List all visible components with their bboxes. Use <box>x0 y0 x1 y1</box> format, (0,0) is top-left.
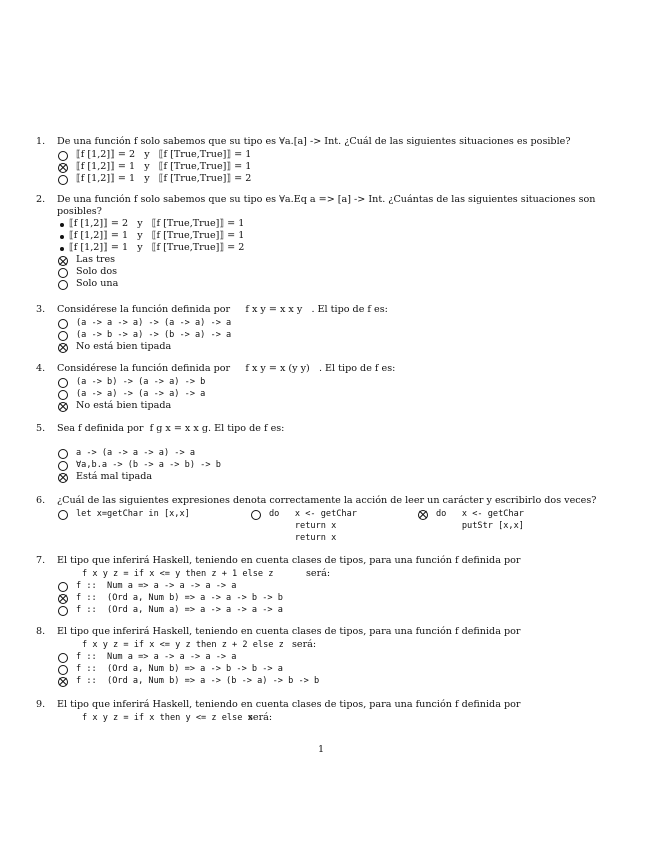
bullet-statement: ⟦f [1,2]⟧ = 1 y ⟦f [True,True]⟧ = 2 <box>69 242 245 253</box>
answer-option-text: ⟦f [1,2]⟧ = 1 y ⟦f [True,True]⟧ = 1 <box>76 160 252 172</box>
answer-option-text: Solo dos <box>76 266 118 277</box>
code-definition: f x y z = if x then y <= z else x <box>82 712 253 723</box>
question-number: 2. <box>36 194 46 205</box>
answer-option-text: No está bien tipada <box>76 340 172 352</box>
question-number: 6. <box>36 495 46 506</box>
question-number: 8. <box>36 626 46 637</box>
question-number: 9. <box>36 699 46 710</box>
answer-option-text: f :: (Ord a, Num b) => a -> b -> b -> a <box>76 663 283 674</box>
answer-option-text: a -> (a -> a -> a) -> a <box>76 447 195 458</box>
answer-radio-marked[interactable] <box>58 402 68 412</box>
question-text: El tipo que inferirá Haskell, teniendo en cuenta clases de tipos, para una función f definida por <box>57 699 521 710</box>
bullet-statement: ⟦f [1,2]⟧ = 1 y ⟦f [True,True]⟧ = 1 <box>69 230 245 241</box>
code-suffix: será: <box>306 567 331 579</box>
bullet-dot <box>60 247 64 251</box>
answer-radio[interactable] <box>58 390 68 400</box>
answer-radio[interactable] <box>58 151 68 161</box>
answer-option-text: (a -> a -> a) -> (a -> a) -> a <box>76 317 232 328</box>
page-number: 1 <box>318 744 325 755</box>
answer-code-line: putStr [x,x] <box>436 520 524 531</box>
answer-radio[interactable] <box>58 510 68 520</box>
answer-option-text: ∀a,b.a -> (b -> a -> b) -> b <box>76 459 221 470</box>
answer-radio[interactable] <box>58 665 68 675</box>
answer-code-line: return x <box>269 532 337 543</box>
answer-option-text: (a -> b) -> (a -> a) -> b <box>76 376 206 387</box>
question-text: ¿Cuál de las siguientes expresiones denota correctamente la acción de leer un carácter y escribirlo dos veces? <box>57 495 597 506</box>
bullet-dot <box>60 235 64 239</box>
code-definition: f x y z = if x <= y then z + 1 else z <box>82 568 274 579</box>
answer-option-text: (a -> a) -> (a -> a) -> a <box>76 388 206 399</box>
answer-radio-marked[interactable] <box>58 677 68 687</box>
answer-option-text: ⟦f [1,2]⟧ = 1 y ⟦f [True,True]⟧ = 2 <box>76 172 252 184</box>
answer-radio[interactable] <box>251 510 261 520</box>
question-text: posibles? <box>57 205 102 217</box>
answer-radio[interactable] <box>58 606 68 616</box>
answer-radio[interactable] <box>58 582 68 592</box>
answer-radio[interactable] <box>58 378 68 388</box>
answer-code-line: let x=getChar in [x,x] <box>76 508 190 519</box>
question-number: 1. <box>36 136 46 147</box>
answer-radio-marked[interactable] <box>58 256 68 266</box>
answer-radio[interactable] <box>58 331 68 341</box>
answer-option-text: f :: (Ord a, Num b) => a -> a -> b -> b <box>76 592 283 603</box>
question-text: Considérese la función definida por f x y = x (y y) . El tipo de f es: <box>57 363 396 374</box>
answer-option-text: (a -> b -> a) -> (b -> a) -> a <box>76 329 232 340</box>
answer-option-text: Las tres <box>76 254 116 265</box>
answer-option-text: Está mal tipada <box>76 470 153 482</box>
code-suffix: será: <box>292 638 317 650</box>
answer-option-text: f :: Num a => a -> a -> a -> a <box>76 651 237 662</box>
answer-radio[interactable] <box>58 268 68 278</box>
question-number: 3. <box>36 304 46 315</box>
bullet-dot <box>60 223 64 227</box>
answer-radio-marked[interactable] <box>418 510 428 520</box>
answer-code-line: do x <- getChar <box>269 508 357 519</box>
answer-radio[interactable] <box>58 175 68 185</box>
answer-radio-marked[interactable] <box>58 594 68 604</box>
answer-radio[interactable] <box>58 461 68 471</box>
answer-option-text: f :: (Ord a, Num a) => a -> a -> a -> a <box>76 604 283 615</box>
answer-radio[interactable] <box>58 319 68 329</box>
answer-code-line: return x <box>269 520 337 531</box>
code-suffix: será: <box>248 711 273 723</box>
question-text: De una función f solo sabemos que su tipo es ∀a.Eq a => [a] -> Int. ¿Cuántas de las siguientes situaciones son <box>57 194 596 205</box>
question-number: 4. <box>36 363 46 374</box>
answer-radio-marked[interactable] <box>58 343 68 353</box>
answer-option-text: f :: (Ord a, Num b) => a -> (b -> a) -> b -> b <box>76 675 320 686</box>
question-number: 5. <box>36 423 46 434</box>
answer-option-text: No está bien tipada <box>76 399 172 411</box>
question-number: 7. <box>36 555 46 566</box>
bullet-statement: ⟦f [1,2]⟧ = 2 y ⟦f [True,True]⟧ = 1 <box>69 218 245 229</box>
answer-option-text: ⟦f [1,2]⟧ = 2 y ⟦f [True,True]⟧ = 1 <box>76 148 252 160</box>
answer-radio[interactable] <box>58 653 68 663</box>
answer-option-text: Solo una <box>76 278 119 289</box>
answer-radio-marked[interactable] <box>58 473 68 483</box>
question-text: El tipo que inferirá Haskell, teniendo en cuenta clases de tipos, para una función f definida por <box>57 555 521 566</box>
answer-option-text: f :: Num a => a -> a -> a -> a <box>76 580 237 591</box>
question-text: El tipo que inferirá Haskell, teniendo en cuenta clases de tipos, para una función f definida por <box>57 626 521 637</box>
answer-radio-marked[interactable] <box>58 163 68 173</box>
answer-code-line: do x <- getChar <box>436 508 524 519</box>
answer-radio[interactable] <box>58 449 68 459</box>
code-definition: f x y z = if x <= y z then z + 2 else z <box>82 639 284 650</box>
question-text: De una función f solo sabemos que su tipo es ∀a.[a] -> Int. ¿Cuál de las siguientes situaciones es posible? <box>57 136 571 147</box>
answer-radio[interactable] <box>58 280 68 290</box>
question-text: Sea f definida por f g x = x x g. El tipo de f es: <box>57 423 285 434</box>
question-text: Considérese la función definida por f x y = x x y . El tipo de f es: <box>57 304 388 315</box>
